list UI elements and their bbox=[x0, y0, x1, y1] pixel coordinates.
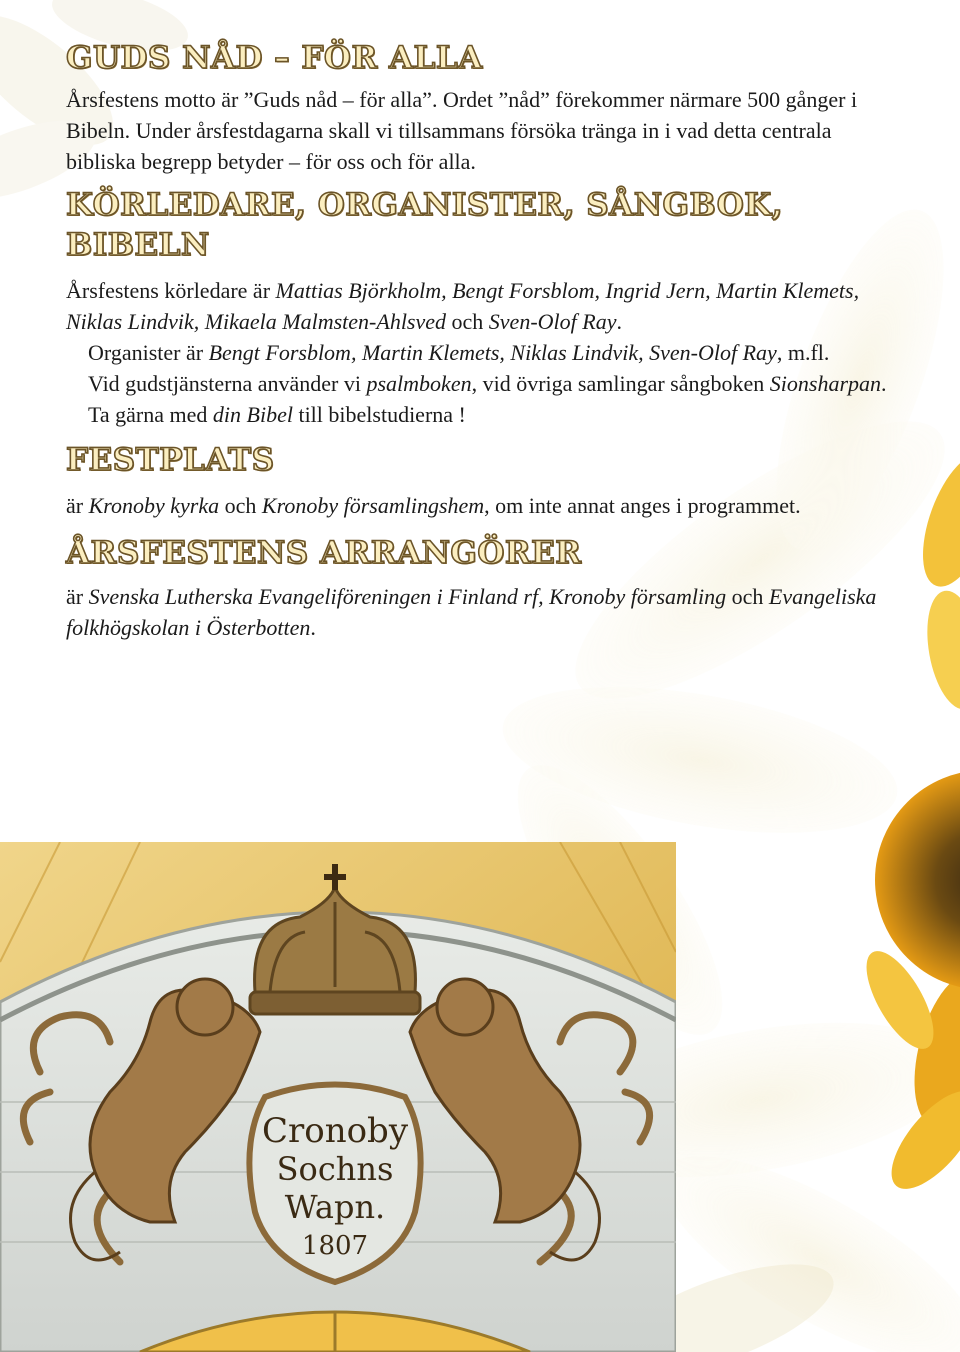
book-psalmboken: psalmboken bbox=[366, 371, 472, 396]
bibel-paragraph bbox=[66, 399, 906, 430]
text-span: . bbox=[310, 615, 316, 640]
org-folkhogskolan: Evangeliska folkhögskolan i Österbotten bbox=[66, 584, 877, 640]
korledare-paragraph bbox=[66, 275, 906, 337]
book-bibel: din Bibel bbox=[212, 402, 293, 427]
text-span: , om inte annat anges i programmet. bbox=[484, 493, 801, 518]
inscription-line2: Sochns bbox=[276, 1150, 394, 1188]
heading-guds-nad: GUDS NÅD – FÖR ALLA bbox=[66, 40, 483, 76]
motto-paragraph: Årsfestens motto är ”Guds nåd – för alla”. Ordet ”nåd” förekommer närmare 500 gånger i Bibeln. Under årsfestdagarna skall vi tillsammans försöka tränga in i vad detta centrala bibliska begrepp betyder – för oss och för alla. bbox=[66, 87, 858, 174]
korledare-names: Mattias Björkholm, Bengt Forsblom, Ingrid Jern, Martin Klemets, Niklas Lindvik, Mikaela Malmsten-Ahlsved bbox=[66, 278, 860, 334]
orgs-names: Svenska Lutherska Evangeliföreningen i Finland rf, Kronoby församling bbox=[88, 584, 727, 609]
text-span: är bbox=[66, 493, 89, 518]
coat-of-arms-photo bbox=[0, 842, 676, 1352]
inscription-year: 1807 bbox=[301, 1231, 369, 1261]
page-content bbox=[66, 38, 906, 643]
text-span: Ta gärna med bbox=[88, 402, 213, 427]
organister-names: Bengt Forsblom, Martin Klemets, Niklas Lindvik, Sven-Olof Ray bbox=[208, 340, 777, 365]
text-span: Organister är bbox=[88, 340, 209, 365]
text-span: till bibelstudierna ! bbox=[292, 402, 466, 427]
place-forsamlingshem: Kronoby församlingshem bbox=[261, 493, 485, 518]
book-sionsharpan: Sionsharpan bbox=[769, 371, 882, 396]
heading-korledare: KÖRLEDARE, ORGANISTER, SÅNGBOK, BIBELN bbox=[66, 187, 784, 263]
arrangorer-paragraph bbox=[66, 581, 906, 643]
text-span: Årsfestens körledare är bbox=[66, 278, 276, 303]
heading-festplats: FESTPLATS bbox=[66, 442, 275, 478]
text-span: Vid gudstjänsterna använder vi bbox=[88, 371, 367, 396]
text-span: . bbox=[881, 371, 887, 396]
inscription-line1: Cronoby bbox=[261, 1111, 409, 1151]
place-kyrka: Kronoby kyrka bbox=[88, 493, 220, 518]
organister-paragraph bbox=[66, 337, 906, 368]
text-span: och bbox=[726, 584, 769, 609]
text-span: är bbox=[66, 584, 89, 609]
text-span: . bbox=[616, 309, 622, 334]
text-span: och bbox=[219, 493, 262, 518]
festplats-paragraph bbox=[66, 490, 906, 521]
text-span: , m.fl. bbox=[776, 340, 830, 365]
heading-arrangorer: ÅRSFESTENS ARRANGÖRER bbox=[66, 535, 582, 571]
sangbok-paragraph bbox=[66, 368, 906, 399]
text-span: , vid övriga samlingar sångboken bbox=[471, 371, 770, 396]
korledare-last-name: Sven-Olof Ray bbox=[488, 309, 617, 334]
inscription-line3: Wapn. bbox=[284, 1188, 386, 1226]
text-span: och bbox=[446, 309, 489, 334]
